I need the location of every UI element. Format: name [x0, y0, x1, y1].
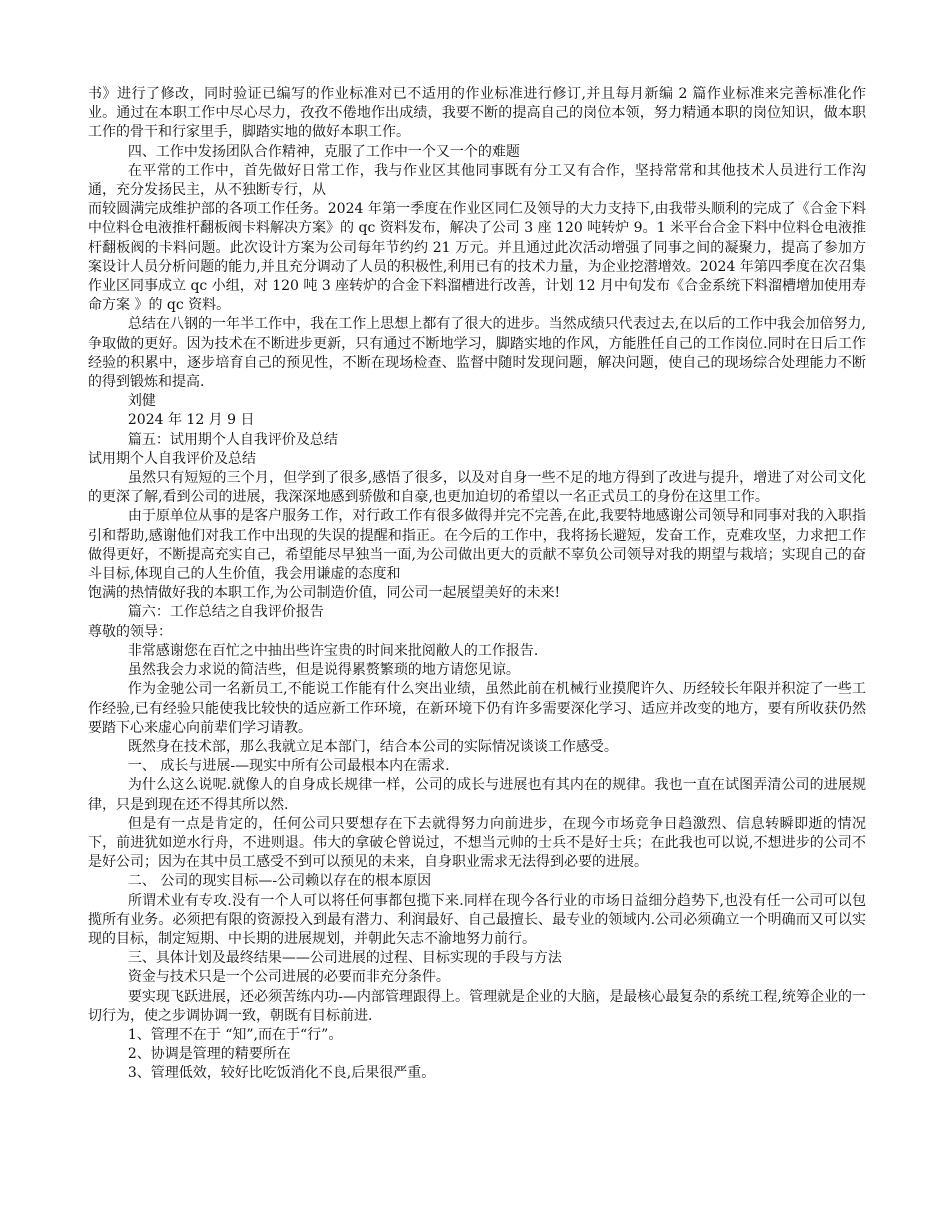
paragraph: 在平常的工作中，首先做好日常工作，我与作业区其他同事既有分工又有合作，坚持常常和其他技术人员进行工作沟通，充分发扬民主，从不独断专行，从 — [88, 162, 866, 199]
document-body — [88, 85, 866, 1084]
paragraph: 1、管理不在于 “知”,而在于“行”。 — [127, 1026, 343, 1043]
paragraph: 所谓术业有专攻.没有一个人可以将任何事都包揽下来.同样在现今各行业的市场日益细分趋势下,也没有任一公司可以包揽所有业务。必须把有限的资源投入到最有潜力、利润最好、自己最擅长、最专业的领域内.公司必须确立一个明确而又可以实现的目标，制定短期、中长期的进展规划，并朝此矢志不渝地努力前行。 — [88, 892, 866, 947]
paragraph: 篇五：试用期个人自我评价及总结 — [127, 431, 338, 448]
paragraph: 虽然只有短短的三个月，但学到了很多,感悟了很多，以及对自身一些不足的地方得到了改进与提升，增进了对公司文化的更深了解,看到公司的进展，我深深地感到骄傲和自豪,也更加迫切的希望以一名正式员工的身份在这里工作。 — [88, 470, 866, 506]
paragraph: 而较圆满完成维护部的各项工作任务。2024 年第一季度在作业区同仁及领导的大力支持下,由我带头顺利的完成了《合金下料中位料仓电液推杆翻板阀卡料解决方案》的 qc 资料发布，解决了公司 3 座 120 吨转炉 9。1 米平台合金下料中位料仓电液推杆翻板阀的卡料问题。此次设计方案为公司每年节约约 21 万元。并且通过此次活动增强了同事之间的凝聚力，提高了参加方案设计人员分析问题的能力,并且充分调动了人员的积极性,利用已有的技术力量，为企业挖潜增效。2024 年第四季度在次召集作业区同事成立 qc 小组，对 120 吨 3 座转炉的合金下料溜槽进行改善，计划 12 月中旬发布《合金系统下料溜槽增加使用寿命方案 》的 qc 资料。 — [88, 201, 866, 314]
paragraph: 作为金驰公司一名新员工,不能说工作能有什么突出业绩，虽然此前在机械行业摸爬许久、历经较长年限并积淀了一些工作经验,已有经验只能使我比较快的适应新工作环境，在新环境下仍有许多需要深化学习、适应并改变的地方，要有所收获仍然要踏下心来虚心向前辈们学习请教。 — [88, 681, 866, 736]
paragraph: 既然身在技术部，那么我就立足本部门，结合本公司的实际情况谈谈工作感受。 — [127, 738, 618, 755]
paragraph: 饱满的热情做好我的本职工作,为公司制造价值，同公司一起展望美好的未来! — [88, 585, 561, 602]
paragraph: 非常感谢您在百忙之中抽出些许宝贵的时间来批阅敝人的工作报告. — [127, 642, 539, 659]
paragraph: 要实现飞跃进展，还必须苦练内功-—内部管理跟得上。管理就是企业的大脑，是最核心最复杂的系统工程,统筹企业的一切行为，使之步调协调一致，朝既有目标前进. — [88, 988, 866, 1024]
paragraph: 书》进行了修改，同时验证已编写的作业标准对已不适用的作业标准进行修订,并且每月新编 2 篇作业标准来完善标准化作业。通过在本职工作中尽心尽力，孜孜不倦地作出成绩，我要不断的提高自己的岗位本领，努力精通本职的岗位知识，做本职工作的骨干和行家里手，脚踏实地的做好本职工作。 — [88, 86, 866, 141]
paragraph: 三、具体计划及最终结果——公司进展的过程、目标实现的手段与方法 — [127, 950, 562, 967]
paragraph: 一、 成长与进展-—现实中所有公司最根本内在需求. — [127, 758, 450, 775]
paragraph: 尊敬的领导： — [88, 623, 172, 640]
paragraph: 资金与技术只是一个公司进展的必要而非充分条件。 — [127, 969, 450, 986]
paragraph: 2、协调是管理的精要所在 — [127, 1046, 291, 1063]
paragraph: 总结在八钢的一年半工作中，我在工作上思想上都有了很大的进步。当然成绩只代表过去,在以后的工作中我会加倍努力,争取做的更好。因为技术在不断进步更新，只有通过不断地学习，脚踏实地的作风，方能胜任自己的工作岗位.同时在日后工作经验的积累中，逐步培育自己的预见性，不断在现场检查、监督中随时发现问题，解决问题，使自己的现场综合处理能力不断的得到锻炼和提高. — [88, 316, 866, 391]
paragraph: 二、 公司的现实目标—-公司赖以存在的根本原因 — [127, 873, 432, 890]
paragraph: 为什么这么说呢.就像人的自身成长规律一样，公司的成长与进展也有其内在的规律。我也一直在试图弄清公司的进展规律，只是到现在还不得其所以然. — [88, 777, 866, 813]
paragraph: 篇六：工作总结之自我评价报告 — [127, 604, 324, 621]
paragraph: 2024 年 12 月 9 日 — [127, 412, 255, 429]
paragraph: 四、工作中发扬团队合作精神，克服了工作中一个又一个的难题 — [127, 143, 520, 160]
paragraph: 但是有一点是肯定的，任何公司只要想存在下去就得努力向前进步，在现今市场竞争日趋激烈、信息转瞬即逝的情况下，前进犹如逆水行舟，不进则退。伟大的拿破仑曾说过，不想当元帅的士兵不是好士兵；在此我也可以说,不想进步的公司不是好公司；因为在其中员工感受不到可以预见的未来，自身职业需求无法得到必要的进展。 — [88, 815, 866, 871]
paragraph: 刘健 — [127, 393, 156, 410]
paragraph: 试用期个人自我评价及总结 — [88, 450, 256, 467]
paragraph: 由于原单位从事的是客户服务工作，对行政工作有很多做得并完不完善,在此,我要特地感谢公司领导和同事对我的入职指引和帮助,感谢他们对我工作中出现的失误的提醒和指正。在今后的工作中，我将扬长避短，发奋工作，克难攻坚，力求把工作做得更好，不断提高充实自己，希望能尽早独当一面,为公司做出更大的贡献不辜负公司领导对我的期望与栽培；实现自己的奋斗目标,体现自己的人生价值，我会用谦虚的态度和 — [88, 508, 866, 583]
paragraph: 3、管理低效，较好比吃饭消化不良,后果很严重。 — [127, 1065, 436, 1082]
paragraph: 虽然我会力求说的简洁些，但是说得累赘繁琐的地方请您见谅。 — [127, 662, 520, 679]
